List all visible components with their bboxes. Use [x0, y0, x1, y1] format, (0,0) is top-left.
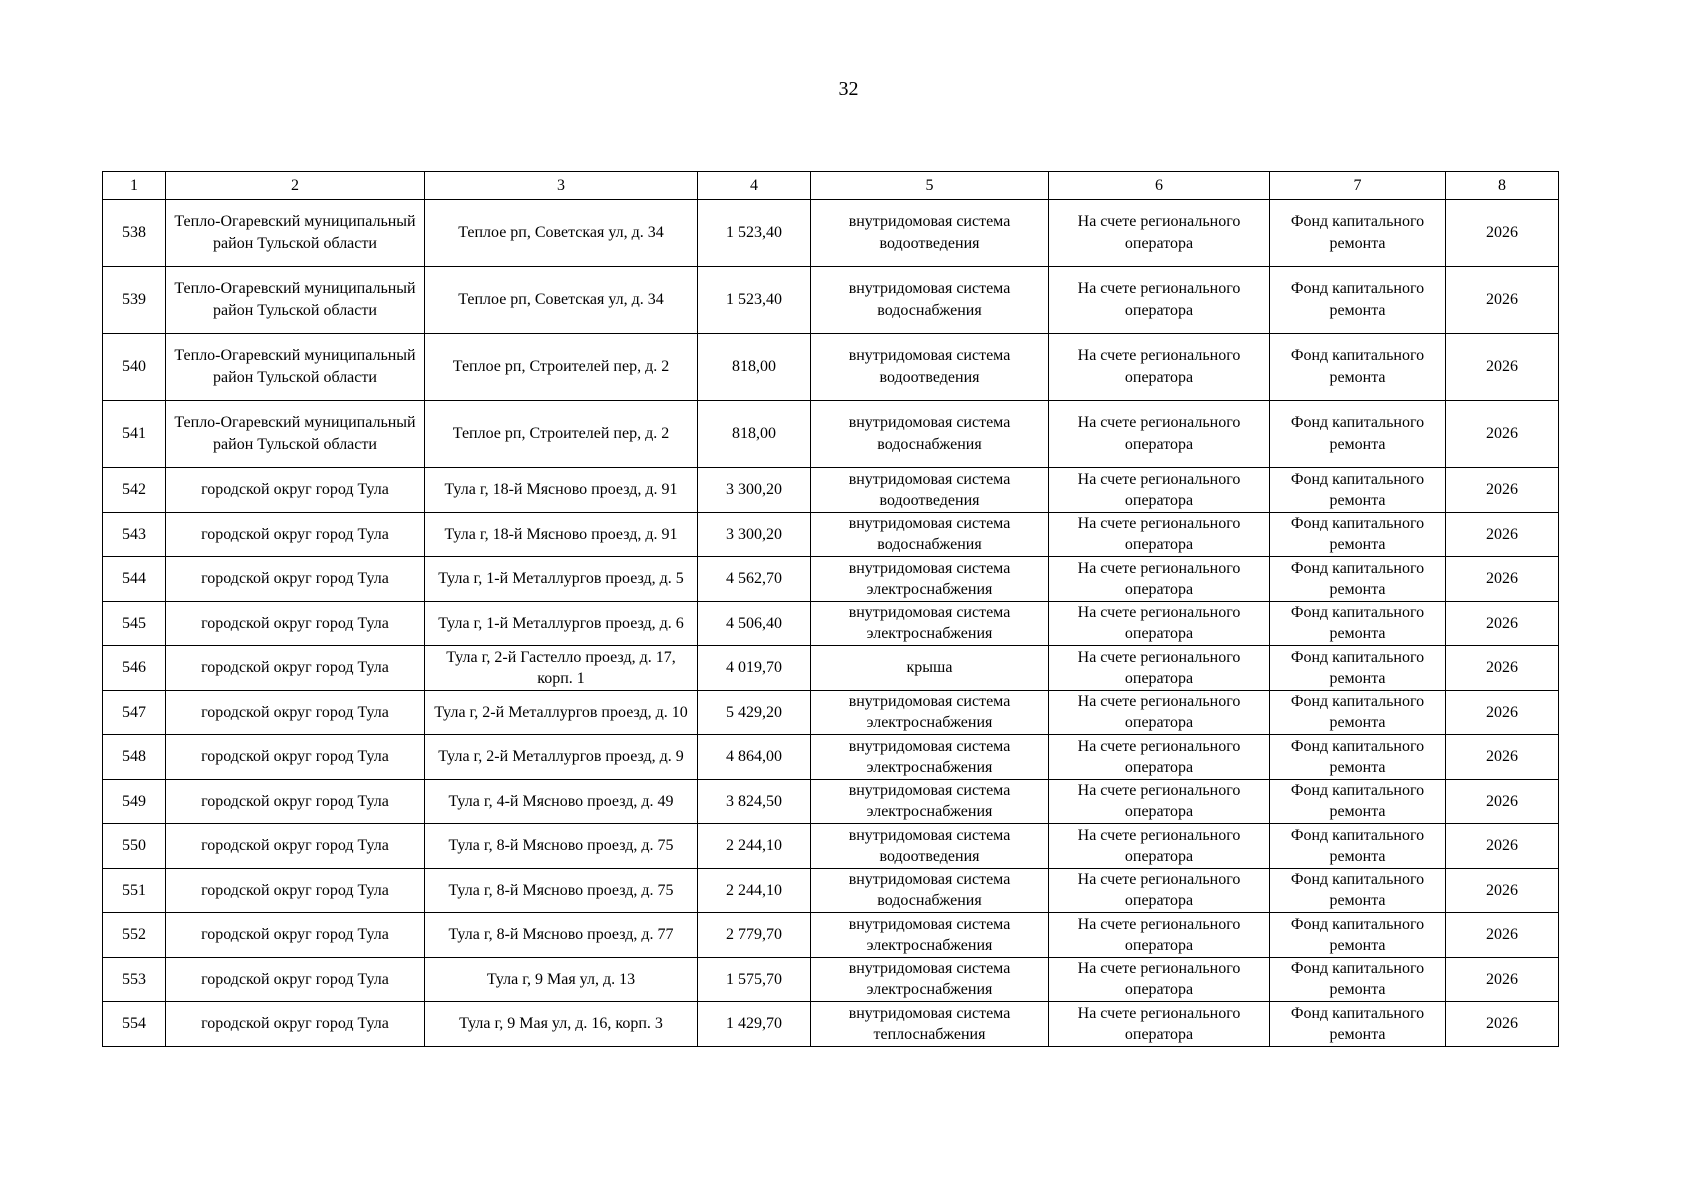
system-cell: внутридомовая система электроснабжения	[811, 601, 1049, 646]
account-cell: На счете регионального оператора	[1049, 557, 1270, 602]
address-cell: Тула г, 8-й Мясново проезд, д. 75	[425, 868, 698, 913]
row-number: 551	[103, 868, 166, 913]
table-row	[103, 868, 1559, 913]
area-cell: 3 300,20	[698, 468, 811, 513]
row-number: 540	[103, 334, 166, 401]
municipality-cell: городской округ город Тула	[166, 646, 425, 691]
municipality-cell: городской округ город Тула	[166, 601, 425, 646]
table-row	[103, 646, 1559, 691]
account-cell: На счете регионального оператора	[1049, 200, 1270, 267]
address-cell: Теплое рп, Строителей пер, д. 2	[425, 401, 698, 468]
account-cell: На счете регионального оператора	[1049, 824, 1270, 869]
municipality-cell: Тепло-Огаревский муниципальный район Тульской области	[166, 401, 425, 468]
fund-cell: Фонд капитального ремонта	[1270, 779, 1446, 824]
row-number: 548	[103, 735, 166, 780]
system-cell: внутридомовая система электроснабжения	[811, 957, 1049, 1002]
year-cell: 2026	[1446, 868, 1559, 913]
table-row	[103, 601, 1559, 646]
area-cell: 818,00	[698, 334, 811, 401]
system-cell: крыша	[811, 646, 1049, 691]
fund-cell: Фонд капитального ремонта	[1270, 401, 1446, 468]
municipality-cell: городской округ город Тула	[166, 735, 425, 780]
year-cell: 2026	[1446, 690, 1559, 735]
row-number: 545	[103, 601, 166, 646]
address-cell: Теплое рп, Советская ул, д. 34	[425, 267, 698, 334]
account-cell: На счете регионального оператора	[1049, 690, 1270, 735]
table-row	[103, 401, 1559, 468]
address-cell: Тула г, 8-й Мясново проезд, д. 75	[425, 824, 698, 869]
municipality-cell: городской округ город Тула	[166, 824, 425, 869]
table-row	[103, 957, 1559, 1002]
account-cell: На счете регионального оператора	[1049, 401, 1270, 468]
address-cell: Тула г, 1-й Металлургов проезд, д. 6	[425, 601, 698, 646]
year-cell: 2026	[1446, 468, 1559, 513]
municipality-cell: Тепло-Огаревский муниципальный район Тульской области	[166, 267, 425, 334]
header-cell: 7	[1270, 172, 1446, 200]
address-cell: Тула г, 2-й Гастелло проезд, д. 17, корп. 1	[425, 646, 698, 691]
system-cell: внутридомовая система теплоснабжения	[811, 1002, 1049, 1047]
table-row	[103, 779, 1559, 824]
area-cell: 4 019,70	[698, 646, 811, 691]
municipality-cell: городской округ город Тула	[166, 557, 425, 602]
system-cell: внутридомовая система водоснабжения	[811, 401, 1049, 468]
year-cell: 2026	[1446, 512, 1559, 557]
page-number: 32	[838, 78, 859, 100]
row-number: 552	[103, 913, 166, 958]
system-cell: внутридомовая система электроснабжения	[811, 690, 1049, 735]
system-cell: внутридомовая система водоотведения	[811, 468, 1049, 513]
table-row	[103, 913, 1559, 958]
row-number: 541	[103, 401, 166, 468]
fund-cell: Фонд капитального ремонта	[1270, 868, 1446, 913]
account-cell: На счете регионального оператора	[1049, 779, 1270, 824]
header-cell: 2	[166, 172, 425, 200]
system-cell: внутридомовая система электроснабжения	[811, 779, 1049, 824]
address-cell: Тула г, 18-й Мясново проезд, д. 91	[425, 468, 698, 513]
account-cell: На счете регионального оператора	[1049, 735, 1270, 780]
fund-cell: Фонд капитального ремонта	[1270, 512, 1446, 557]
fund-cell: Фонд капитального ремонта	[1270, 334, 1446, 401]
fund-cell: Фонд капитального ремонта	[1270, 690, 1446, 735]
area-cell: 1 429,70	[698, 1002, 811, 1047]
year-cell: 2026	[1446, 601, 1559, 646]
account-cell: На счете регионального оператора	[1049, 601, 1270, 646]
row-number: 554	[103, 1002, 166, 1047]
area-cell: 4 864,00	[698, 735, 811, 780]
table-row	[103, 334, 1559, 401]
fund-cell: Фонд капитального ремонта	[1270, 468, 1446, 513]
municipality-cell: городской округ город Тула	[166, 690, 425, 735]
system-cell: внутридомовая система водоотведения	[811, 824, 1049, 869]
year-cell: 2026	[1446, 267, 1559, 334]
row-number: 549	[103, 779, 166, 824]
table-header-row	[103, 172, 1559, 200]
address-cell: Тула г, 1-й Металлургов проезд, д. 5	[425, 557, 698, 602]
municipality-cell: Тепло-Огаревский муниципальный район Тульской области	[166, 334, 425, 401]
fund-cell: Фонд капитального ремонта	[1270, 735, 1446, 780]
address-cell: Тула г, 2-й Металлургов проезд, д. 9	[425, 735, 698, 780]
table-body	[103, 200, 1559, 1047]
area-cell: 2 244,10	[698, 868, 811, 913]
row-number: 553	[103, 957, 166, 1002]
row-number: 539	[103, 267, 166, 334]
account-cell: На счете регионального оператора	[1049, 1002, 1270, 1047]
area-cell: 1 523,40	[698, 267, 811, 334]
system-cell: внутридомовая система электроснабжения	[811, 735, 1049, 780]
system-cell: внутридомовая система водоснабжения	[811, 868, 1049, 913]
system-cell: внутридомовая система электроснабжения	[811, 557, 1049, 602]
year-cell: 2026	[1446, 957, 1559, 1002]
municipality-cell: городской округ город Тула	[166, 512, 425, 557]
account-cell: На счете регионального оператора	[1049, 267, 1270, 334]
row-number: 542	[103, 468, 166, 513]
year-cell: 2026	[1446, 1002, 1559, 1047]
account-cell: На счете регионального оператора	[1049, 334, 1270, 401]
municipality-cell: городской округ город Тула	[166, 779, 425, 824]
system-cell: внутридомовая система водоотведения	[811, 200, 1049, 267]
fund-cell: Фонд капитального ремонта	[1270, 557, 1446, 602]
year-cell: 2026	[1446, 401, 1559, 468]
fund-cell: Фонд капитального ремонта	[1270, 913, 1446, 958]
area-cell: 4 562,70	[698, 557, 811, 602]
system-cell: внутридомовая система водоотведения	[811, 334, 1049, 401]
area-cell: 2 244,10	[698, 824, 811, 869]
row-number: 546	[103, 646, 166, 691]
year-cell: 2026	[1446, 824, 1559, 869]
fund-cell: Фонд капитального ремонта	[1270, 601, 1446, 646]
municipality-cell: городской округ город Тула	[166, 868, 425, 913]
municipality-cell: Тепло-Огаревский муниципальный район Тульской области	[166, 200, 425, 267]
account-cell: На счете регионального оператора	[1049, 868, 1270, 913]
account-cell: На счете регионального оператора	[1049, 646, 1270, 691]
address-cell: Тула г, 18-й Мясново проезд, д. 91	[425, 512, 698, 557]
area-cell: 4 506,40	[698, 601, 811, 646]
year-cell: 2026	[1446, 200, 1559, 267]
fund-cell: Фонд капитального ремонта	[1270, 1002, 1446, 1047]
year-cell: 2026	[1446, 557, 1559, 602]
municipality-cell: городской округ город Тула	[166, 468, 425, 513]
address-cell: Тула г, 9 Мая ул, д. 16, корп. 3	[425, 1002, 698, 1047]
account-cell: На счете регионального оператора	[1049, 512, 1270, 557]
table-row	[103, 735, 1559, 780]
address-cell: Тула г, 9 Мая ул, д. 13	[425, 957, 698, 1002]
header-cell: 3	[425, 172, 698, 200]
table-row	[103, 690, 1559, 735]
header-cell: 5	[811, 172, 1049, 200]
fund-cell: Фонд капитального ремонта	[1270, 200, 1446, 267]
fund-cell: Фонд капитального ремонта	[1270, 267, 1446, 334]
fund-cell: Фонд капитального ремонта	[1270, 646, 1446, 691]
table-row	[103, 557, 1559, 602]
area-cell: 2 779,70	[698, 913, 811, 958]
area-cell: 818,00	[698, 401, 811, 468]
account-cell: На счете регионального оператора	[1049, 957, 1270, 1002]
year-cell: 2026	[1446, 779, 1559, 824]
area-cell: 3 824,50	[698, 779, 811, 824]
table-row	[103, 824, 1559, 869]
row-number: 544	[103, 557, 166, 602]
account-cell: На счете регионального оператора	[1049, 468, 1270, 513]
system-cell: внутридомовая система водоснабжения	[811, 267, 1049, 334]
header-cell: 8	[1446, 172, 1559, 200]
area-cell: 1 575,70	[698, 957, 811, 1002]
year-cell: 2026	[1446, 334, 1559, 401]
address-cell: Теплое рп, Советская ул, д. 34	[425, 200, 698, 267]
fund-cell: Фонд капитального ремонта	[1270, 957, 1446, 1002]
row-number: 543	[103, 512, 166, 557]
area-cell: 5 429,20	[698, 690, 811, 735]
table-row	[103, 200, 1559, 267]
fund-cell: Фонд капитального ремонта	[1270, 824, 1446, 869]
system-cell: внутридомовая система водоснабжения	[811, 512, 1049, 557]
municipality-cell: городской округ город Тула	[166, 957, 425, 1002]
year-cell: 2026	[1446, 913, 1559, 958]
row-number: 550	[103, 824, 166, 869]
address-cell: Тула г, 2-й Металлургов проезд, д. 10	[425, 690, 698, 735]
municipality-cell: городской округ город Тула	[166, 913, 425, 958]
area-cell: 3 300,20	[698, 512, 811, 557]
table-row	[103, 1002, 1559, 1047]
account-cell: На счете регионального оператора	[1049, 913, 1270, 958]
table-row	[103, 512, 1559, 557]
row-number: 547	[103, 690, 166, 735]
capital-repair-table	[102, 171, 1559, 1047]
year-cell: 2026	[1446, 646, 1559, 691]
header-cell: 4	[698, 172, 811, 200]
table-row	[103, 267, 1559, 334]
table-row	[103, 468, 1559, 513]
system-cell: внутридомовая система электроснабжения	[811, 913, 1049, 958]
header-cell: 1	[103, 172, 166, 200]
area-cell: 1 523,40	[698, 200, 811, 267]
address-cell: Теплое рп, Строителей пер, д. 2	[425, 334, 698, 401]
municipality-cell: городской округ город Тула	[166, 1002, 425, 1047]
row-number: 538	[103, 200, 166, 267]
header-cell: 6	[1049, 172, 1270, 200]
year-cell: 2026	[1446, 735, 1559, 780]
address-cell: Тула г, 4-й Мясново проезд, д. 49	[425, 779, 698, 824]
address-cell: Тула г, 8-й Мясново проезд, д. 77	[425, 913, 698, 958]
